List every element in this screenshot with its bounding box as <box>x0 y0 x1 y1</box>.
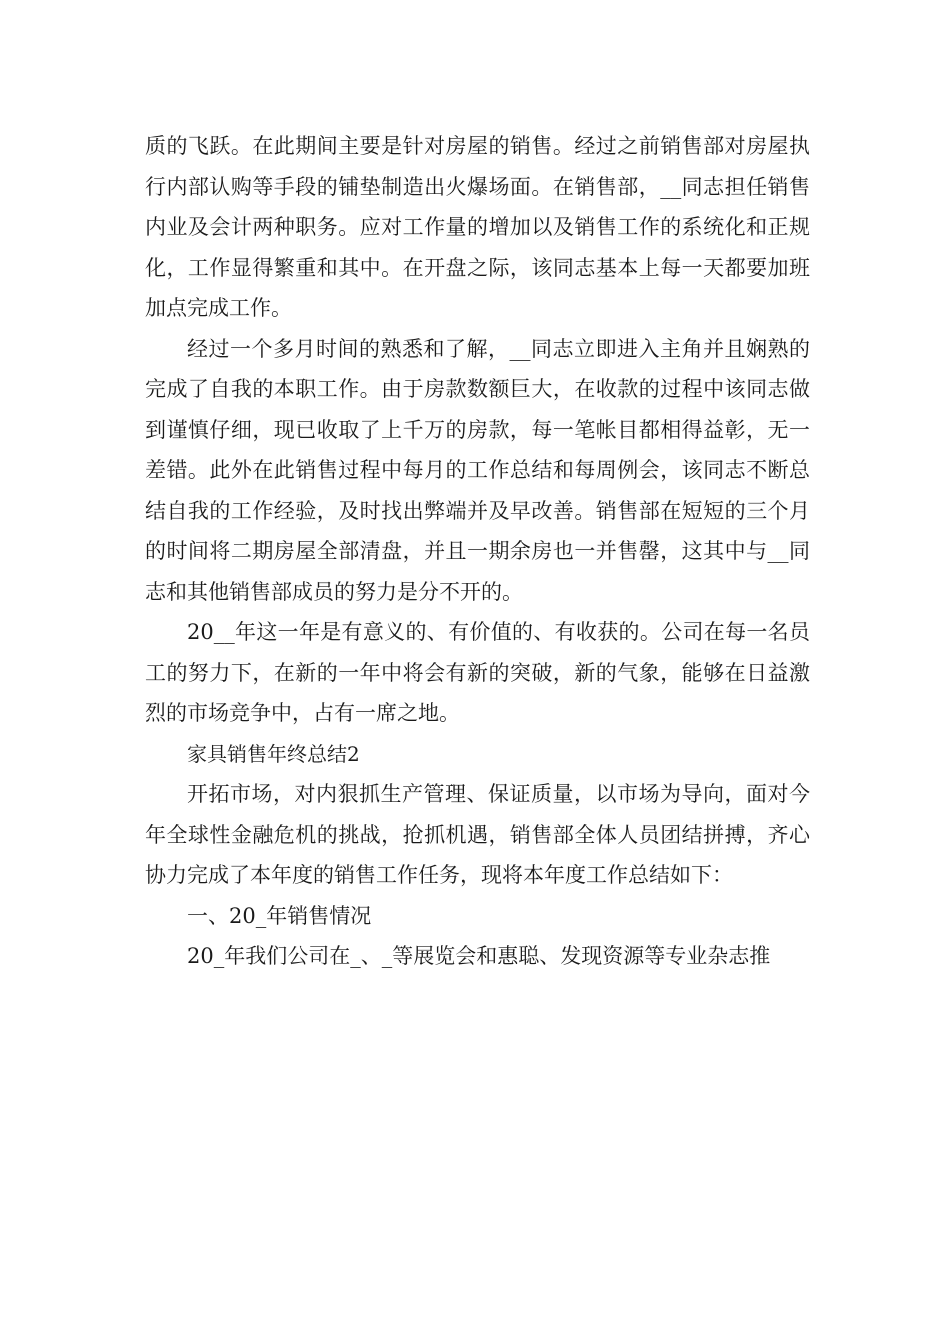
subheading-sales-status: 一、20_年销售情况 <box>187 903 372 928</box>
paragraph-year-summary: 20__年这一年是有意义的、有价值的、有收获的。公司在每一名员工的努力下，在新的一年中将会有新的突破，新的气象，能够在日益激烈的市场竞争中，占有一席之地。 <box>145 620 810 725</box>
section-heading: 家具销售年终总结2 <box>187 741 360 766</box>
document-body <box>145 126 810 977</box>
paragraph-sales-detail: 20_年我们公司在_、_等展览会和惠聪、发现资源等专业杂志推 <box>187 944 771 968</box>
paragraph-intro: 开拓市场，对内狠抓生产管理、保证质量，以市场为导向，面对今年全球性金融危机的挑战，抢抓机遇，销售部全体人员团结拼搏，齐心协力完成了本年度的销售工作任务，现将本年度工作总结如下： <box>145 782 810 887</box>
paragraph-cashier-work: 经过一个多月时间的熟悉和了解，__同志立即进入主角并且娴熟的完成了自我的本职工作。由于房款数额巨大，在收款的过程中该同志做到谨慎仔细，现已收取了上千万的房款，每一笔帐目都相得益彰，无一差错。此外在此销售过程中每月的工作总结和每周例会，该同志不断总结自我的工作经验，及时找出弊端并及早改善。销售部在短短的三个月的时间将二期房屋全部清盘，并且一期余房也一并售罄，这其中与__同志和其他销售部成员的努力是分不开的。 <box>145 336 810 604</box>
paragraph-continuation: 质的飞跃。在此期间主要是针对房屋的销售。经过之前销售部对房屋执行内部认购等手段的铺垫制造出火爆场面。在销售部，__同志担任销售内业及会计两种职务。应对工作量的增加以及销售工作的系统化和正规化，工作显得繁重和其中。在开盘之际，该同志基本上每一天都要加班加点完成工作。 <box>145 134 810 320</box>
